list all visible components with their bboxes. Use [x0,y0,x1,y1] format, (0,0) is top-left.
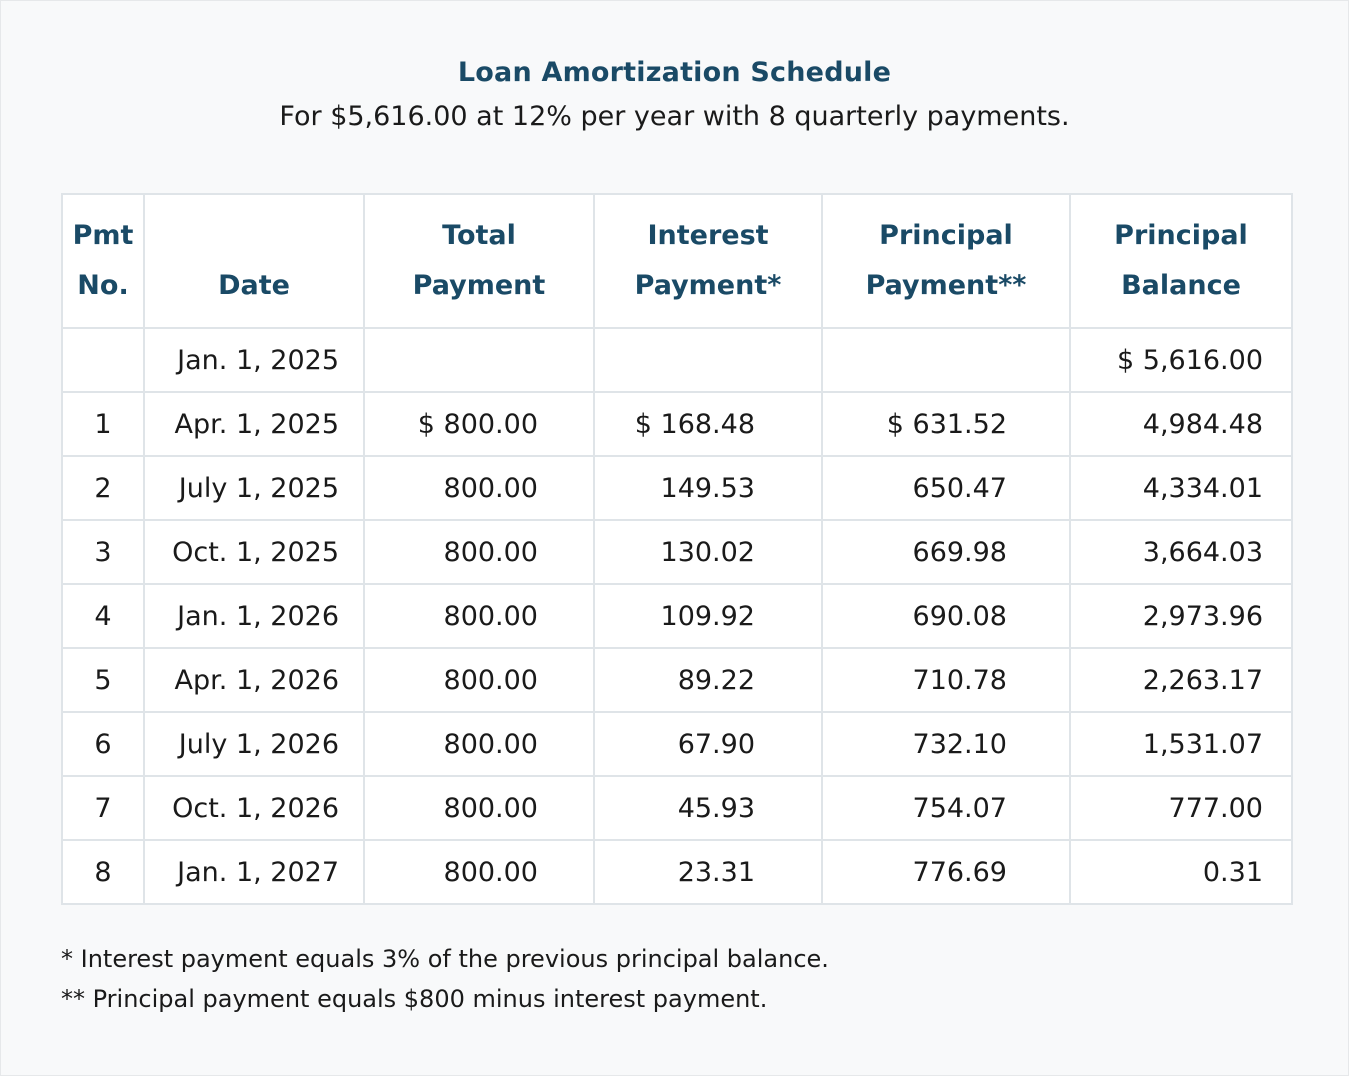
cell-principal-balance: $ 5,616.00 [1070,328,1292,392]
cell-interest-payment: 130.02 [594,520,822,584]
cell-interest-payment: 67.90 [594,712,822,776]
cell-principal-balance: 777.00 [1070,776,1292,840]
cell-pmt-no: 8 [62,840,144,904]
cell-pmt-no: 2 [62,456,144,520]
cell-interest-payment: $ 168.48 [594,392,822,456]
header-principal-payment [822,194,1070,328]
table-header-row [62,194,1292,328]
cell-principal-balance: 2,973.96 [1070,584,1292,648]
table-row [62,456,1292,520]
header-date [144,194,364,328]
table-row [62,328,1292,392]
cell-interest-payment: 109.92 [594,584,822,648]
cell-total-payment: 800.00 [364,648,594,712]
cell-pmt-no: 4 [62,584,144,648]
cell-pmt-no: 3 [62,520,144,584]
header-date-line1: Date [218,270,290,301]
cell-principal-balance: 2,263.17 [1070,648,1292,712]
cell-principal-payment: 690.08 [822,584,1070,648]
cell-principal-payment: 710.78 [822,648,1070,712]
cell-pmt-no: 7 [62,776,144,840]
cell-principal-payment: 650.47 [822,456,1070,520]
cell-total-payment: 800.00 [364,712,594,776]
cell-date: Jan. 1, 2026 [144,584,364,648]
table-row [62,648,1292,712]
cell-interest-payment: 23.31 [594,840,822,904]
cell-principal-balance: 1,531.07 [1070,712,1292,776]
header-pmt-no [62,194,144,328]
footnote-principal: ** Principal payment equals $800 minus interest payment. [61,985,768,1013]
cell-total-payment: 800.00 [364,456,594,520]
schedule-title: Loan Amortization Schedule [457,57,892,88]
cell-interest-payment: 45.93 [594,776,822,840]
cell-principal-payment: $ 631.52 [822,392,1070,456]
header-interest-payment [594,194,822,328]
header-balance-line1: Principal [1114,220,1248,251]
cell-total-payment: $ 800.00 [364,392,594,456]
cell-pmt-no: 6 [62,712,144,776]
table-row [62,712,1292,776]
cell-interest-payment [594,328,822,392]
cell-pmt-no: 1 [62,392,144,456]
table-row [62,520,1292,584]
cell-total-payment: 800.00 [364,584,594,648]
cell-principal-payment: 732.10 [822,712,1070,776]
header-principal-line1: Principal [879,220,1013,251]
cell-date: Jan. 1, 2027 [144,840,364,904]
amortization-table [61,193,1293,905]
cell-total-payment: 800.00 [364,840,594,904]
header-balance-line2: Balance [1121,270,1241,301]
cell-principal-payment: 754.07 [822,776,1070,840]
cell-principal-balance: 0.31 [1070,840,1292,904]
header-principal-line2: Payment** [865,270,1027,301]
cell-principal-payment: 669.98 [822,520,1070,584]
cell-total-payment: 800.00 [364,520,594,584]
cell-date: Oct. 1, 2025 [144,520,364,584]
table-row [62,840,1292,904]
cell-date: July 1, 2025 [144,456,364,520]
header-pmt-no-line1: Pmt [72,220,134,251]
cell-total-payment [364,328,594,392]
cell-date: Jan. 1, 2025 [144,328,364,392]
header-principal-balance [1070,194,1292,328]
header-interest-line2: Payment* [634,270,782,301]
header-total-payment [364,194,594,328]
header-total-line1: Total [442,220,516,251]
header-pmt-no-line2: No. [77,270,129,301]
cell-principal-balance: 3,664.03 [1070,520,1292,584]
cell-date: July 1, 2026 [144,712,364,776]
cell-pmt-no [62,328,144,392]
cell-principal-payment [822,328,1070,392]
cell-date: Apr. 1, 2025 [144,392,364,456]
cell-total-payment: 800.00 [364,776,594,840]
header-interest-line1: Interest [647,220,769,251]
cell-interest-payment: 89.22 [594,648,822,712]
cell-principal-balance: 4,984.48 [1070,392,1292,456]
cell-interest-payment: 149.53 [594,456,822,520]
cell-date: Oct. 1, 2026 [144,776,364,840]
cell-principal-balance: 4,334.01 [1070,456,1292,520]
cell-principal-payment: 776.69 [822,840,1070,904]
table-row [62,584,1292,648]
table-row [62,776,1292,840]
schedule-subtitle: For $5,616.00 at 12% per year with 8 quarterly payments. [279,101,1070,132]
footnote-interest: * Interest payment equals 3% of the previous principal balance. [61,945,829,973]
cell-date: Apr. 1, 2026 [144,648,364,712]
header-total-line2: Payment [412,270,546,301]
table-row [62,392,1292,456]
cell-pmt-no: 5 [62,648,144,712]
